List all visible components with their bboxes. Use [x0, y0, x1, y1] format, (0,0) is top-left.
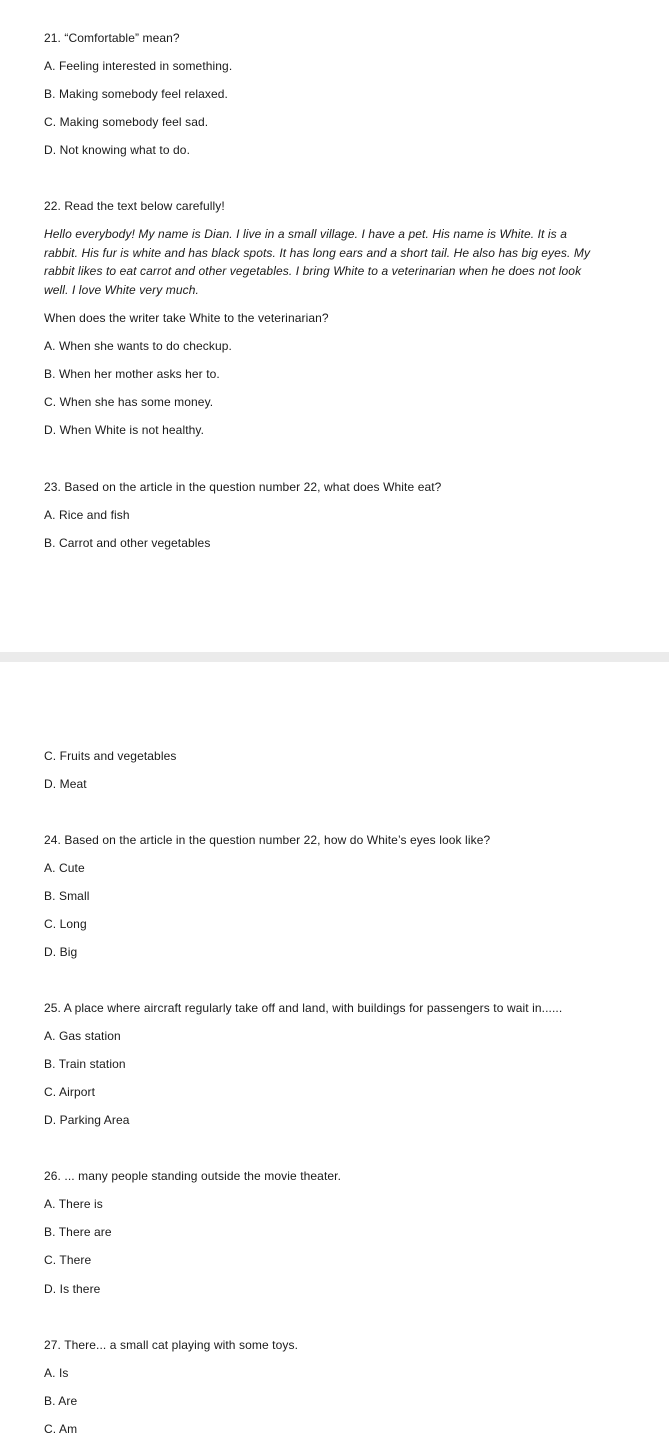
document-page-2: [0, 662, 669, 1446]
question-23: 23. Based on the article in the question number 22, what does White eat?: [44, 480, 442, 494]
q22-option-a: A. When she wants to do checkup.: [44, 339, 232, 353]
q27-option-b: B. Are: [44, 1394, 78, 1408]
question-21: 21. “Comfortable” mean?: [44, 31, 180, 45]
question-22-instruction: 22. Read the text below carefully!: [44, 199, 225, 213]
q24-option-c: C. Long: [44, 917, 87, 931]
q25-option-c: C. Airport: [44, 1085, 96, 1099]
q26-option-b: B. There are: [44, 1225, 112, 1239]
question-26: 26. ... many people standing outside the movie theater.: [44, 1169, 342, 1183]
q25-option-d: D. Parking Area: [44, 1113, 130, 1127]
q21-option-c: C. Making somebody feel sad.: [44, 115, 209, 129]
q26-option-c: C. There: [44, 1253, 92, 1267]
q22-option-b: B. When her mother asks her to.: [44, 367, 220, 381]
q24-option-b: B. Small: [44, 889, 90, 903]
q25-option-a: A. Gas station: [44, 1029, 121, 1043]
q24-option-a: A. Cute: [44, 861, 85, 875]
q23-option-c: C. Fruits and vegetables: [44, 749, 177, 763]
q26-option-d: D. Is there: [44, 1282, 101, 1296]
page-break: [0, 652, 669, 662]
q21-option-b: B. Making somebody feel relaxed.: [44, 87, 228, 101]
q26-option-a: A. There is: [44, 1197, 103, 1211]
q23-option-b: B. Carrot and other vegetables: [44, 536, 211, 550]
question-27: 27. There... a small cat playing with some toys.: [44, 1338, 299, 1352]
q24-option-d: D. Big: [44, 945, 78, 959]
reading-passage: Hello everybody! My name is Dian. I live in a small village. I have a pet. His name is White. It is a rabbit. His fur is white and has black spots. It has long ears and a short tail. He also has big eyes. My rabbit likes to eat carrot and other vegetables. I bring White to a veterinarian when he does not look well. I love White very much.: [44, 227, 591, 297]
q27-option-a: A. Is: [44, 1366, 69, 1380]
q23-option-d: D. Meat: [44, 777, 87, 791]
q22-option-c: C. When she has some money.: [44, 395, 214, 409]
q21-option-d: D. Not knowing what to do.: [44, 143, 191, 157]
question-24: 24. Based on the article in the question number 22, how do White’s eyes look like?: [44, 833, 491, 847]
q22-option-d: D. When White is not healthy.: [44, 423, 205, 437]
q23-option-a: A. Rice and fish: [44, 508, 130, 522]
q27-option-c: C. Am: [44, 1422, 78, 1436]
question-22: When does the writer take White to the veterinarian?: [44, 311, 329, 325]
q25-option-b: B. Train station: [44, 1057, 126, 1071]
q21-option-a: A. Feeling interested in something.: [44, 59, 233, 73]
question-25: 25. A place where aircraft regularly take off and land, with buildings for passengers to wait in......: [44, 1001, 563, 1015]
document-page-1: [0, 0, 669, 652]
